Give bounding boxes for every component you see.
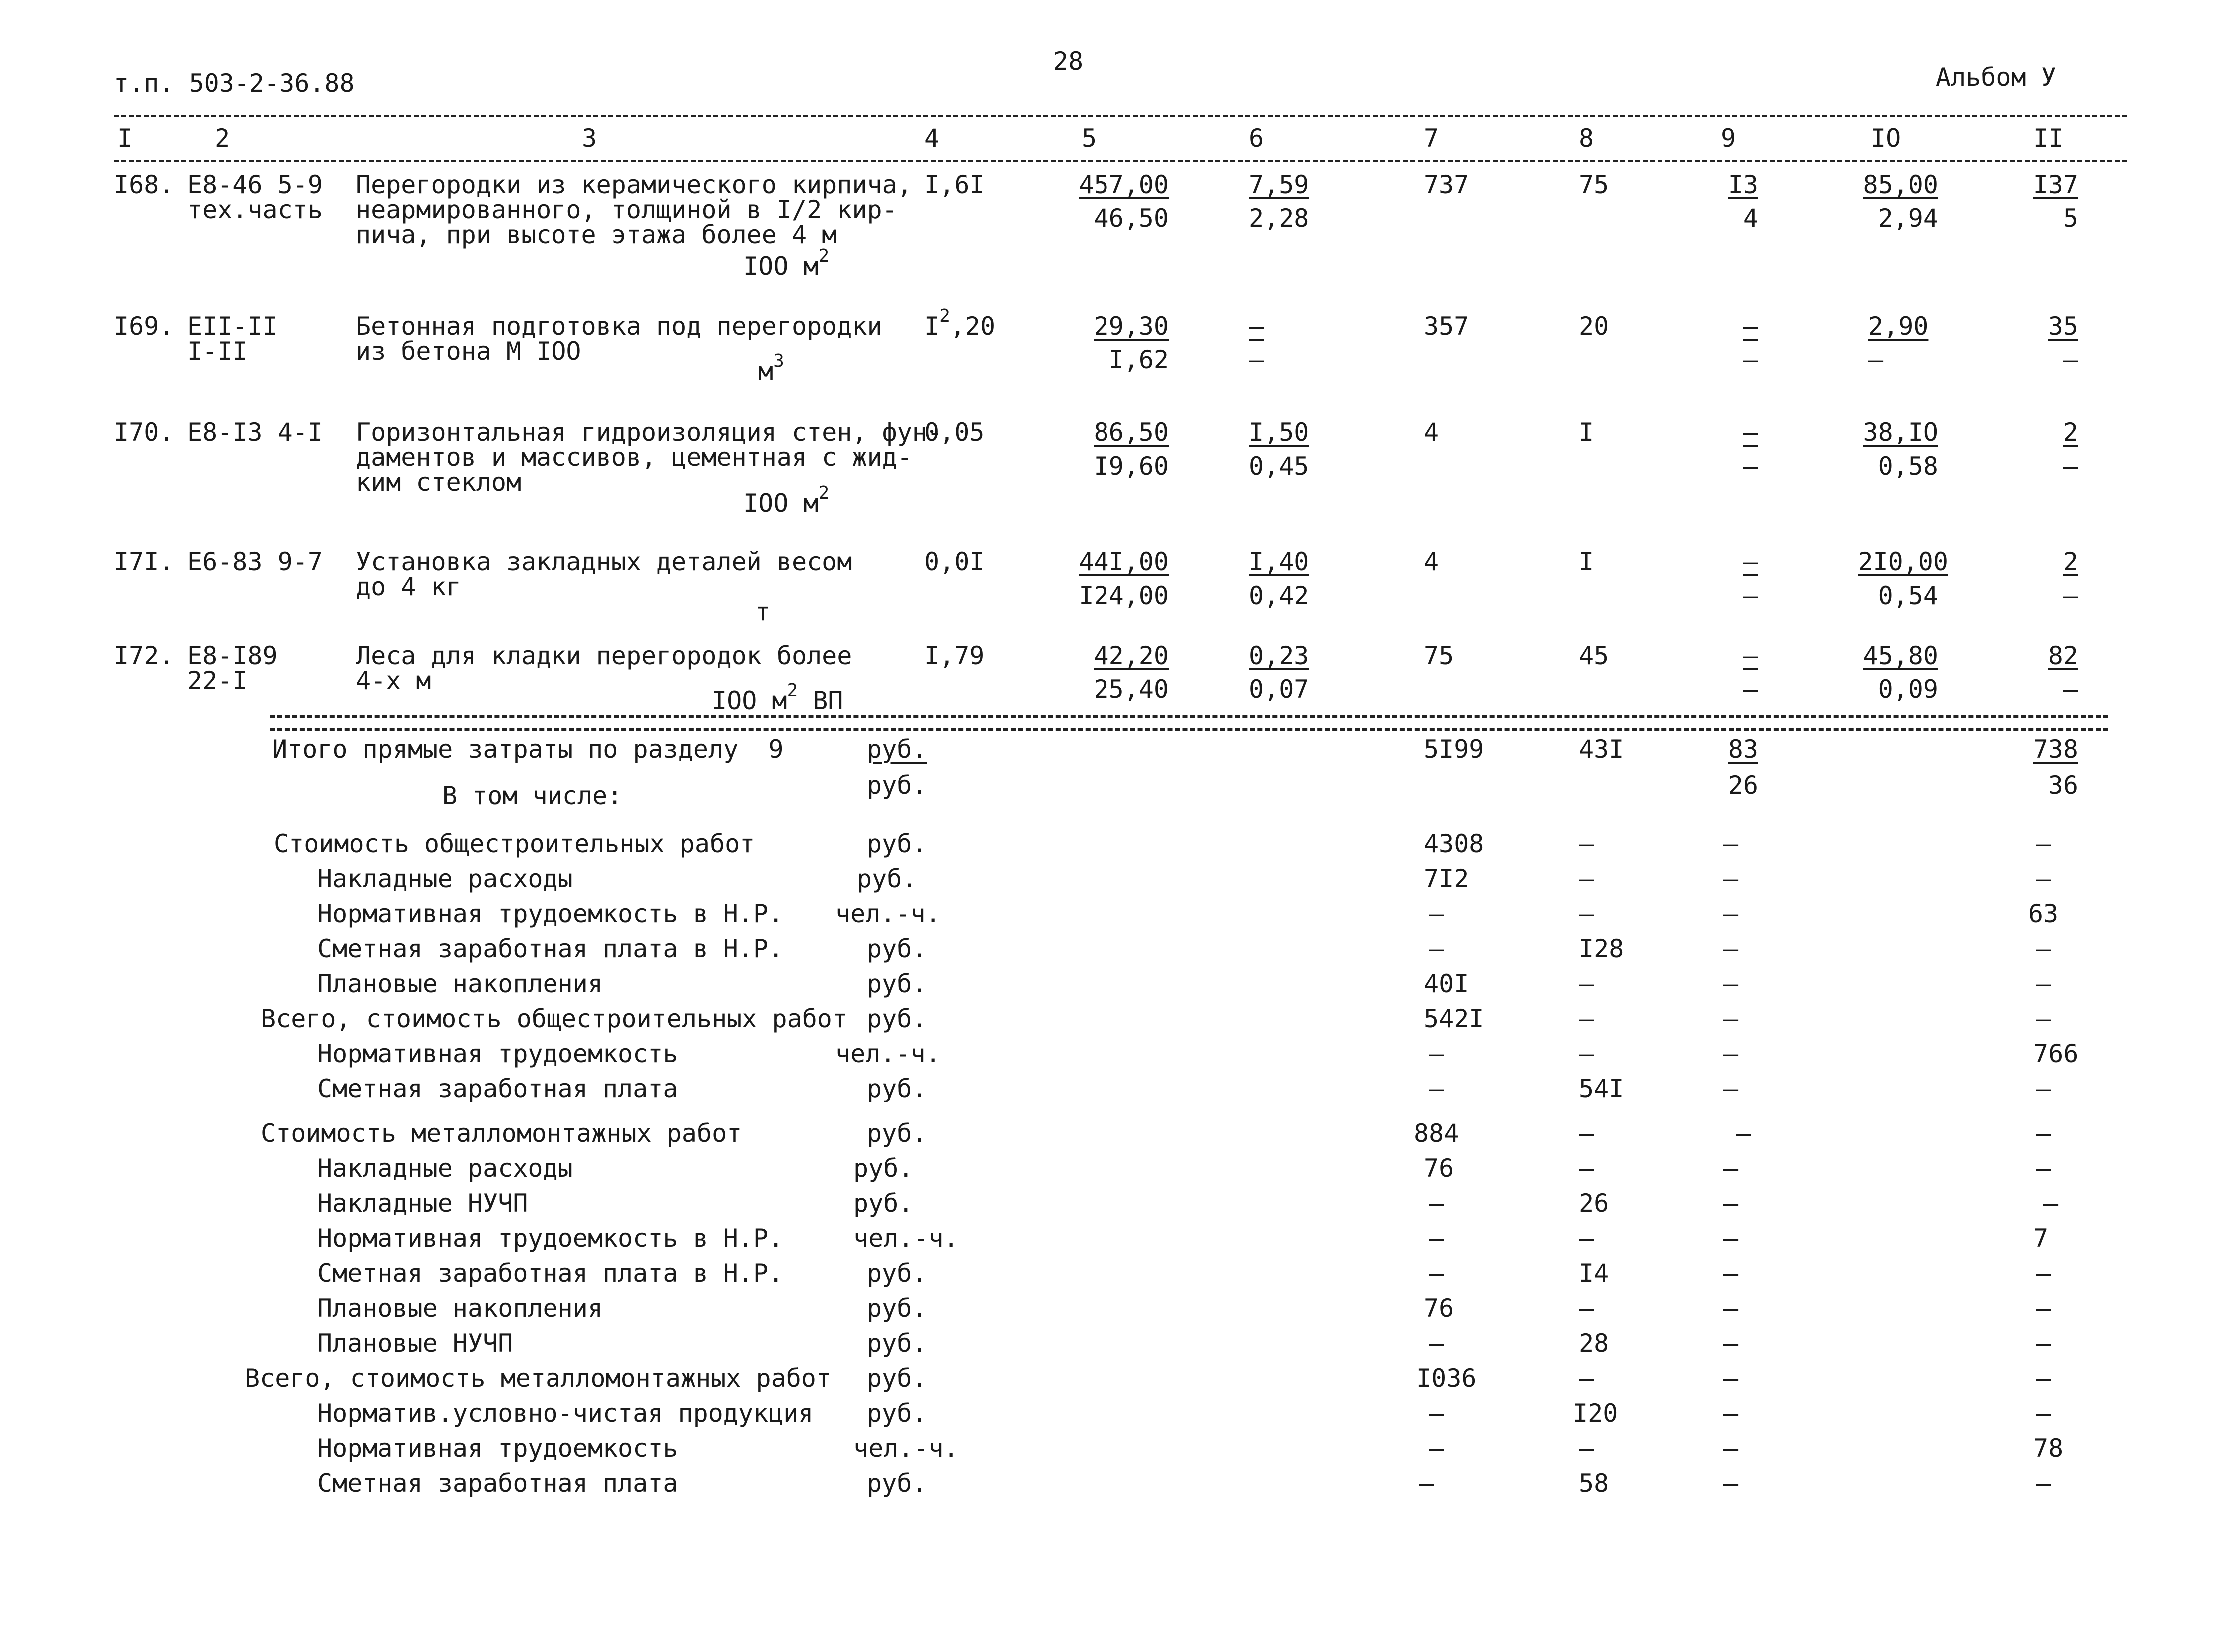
summary-col7: 76 <box>1424 1294 1454 1323</box>
col6-top: 0,23 <box>1249 641 1309 670</box>
col9-top: I3 <box>1728 170 1758 199</box>
col10-bottom: 0,09 <box>1878 675 1938 704</box>
col-header-2: 2 <box>215 124 230 153</box>
summary-col8: 43I <box>1579 735 1624 764</box>
col11-bottom: – <box>2063 581 2078 610</box>
summary-col8: – <box>1578 1004 1594 1033</box>
summary-col7: 884 <box>1414 1119 1459 1148</box>
header-bottom-rule <box>114 160 2127 162</box>
summary-col9: – <box>1723 1329 1739 1358</box>
summary-col7: – <box>1428 934 1444 963</box>
col-header-7: 7 <box>1424 124 1439 153</box>
col5-top: 457,00 <box>1079 170 1169 199</box>
summary-unit: руб. <box>867 1259 927 1288</box>
col9-top: – <box>1743 548 1758 576</box>
summary-label: Нормативная трудоемкость в Н.Р. <box>317 899 784 928</box>
col11-bottom: – <box>2063 452 2078 481</box>
summary-col11-bottom: 36 <box>2048 771 2078 800</box>
summary-col8: 26 <box>1579 1189 1609 1218</box>
summary-col8: – <box>1578 1119 1594 1148</box>
rate-code: Е6-83 9-7 <box>187 548 323 576</box>
summary-col9: – <box>1723 899 1739 928</box>
summary-col11: – <box>2035 934 2051 963</box>
col9-top: – <box>1743 641 1758 670</box>
summary-col8: I4 <box>1579 1259 1609 1288</box>
col5-top: 86,50 <box>1094 418 1169 447</box>
summary-label: Нормативная трудоемкость в Н.Р. <box>317 1224 784 1253</box>
summary-unit: руб. <box>867 1074 927 1103</box>
item-description: Леса для кладки перегородок более <box>356 641 852 670</box>
summary-label: В том числе: <box>442 781 623 810</box>
quantity: 0,05 <box>924 418 985 447</box>
col5-top: 29,30 <box>1094 312 1169 341</box>
unit-of-measure: т <box>755 597 771 626</box>
summary-col7: – <box>1428 1434 1444 1463</box>
summary-col11: – <box>2035 969 2051 998</box>
col6-bottom: 2,28 <box>1249 204 1309 233</box>
summary-label: Сметная заработная плата в Н.Р. <box>317 1259 784 1288</box>
summary-unit: чел.-ч. <box>853 1224 959 1253</box>
quantity: I,6I <box>924 170 985 199</box>
summary-label: Итого прямые затраты по разделу 9 <box>272 735 784 764</box>
summary-col8: I20 <box>1573 1399 1618 1428</box>
col6-top: – <box>1249 312 1264 341</box>
summary-col7: 40I <box>1424 969 1469 998</box>
summary-col11: – <box>2035 1469 2051 1498</box>
col5-bottom: 46,50 <box>1094 204 1169 233</box>
col-header-5: 5 <box>1082 124 1097 153</box>
summary-col11: 63 <box>2028 899 2059 928</box>
summary-col11: – <box>2035 829 2051 858</box>
summary-col9: – <box>1723 969 1739 998</box>
summary-unit: руб. <box>867 1329 927 1358</box>
col7-value: 357 <box>1424 312 1469 341</box>
item-description: Установка закладных деталей весом <box>356 548 852 576</box>
summary-label: Всего, стоимость металломонтажных работ <box>245 1364 831 1393</box>
summary-col11: – <box>2035 1004 2051 1033</box>
col-header-1: I <box>117 124 133 153</box>
rate-code: 22-I <box>187 666 248 695</box>
item-description: даментов и массивов, цементная с жид- <box>356 443 912 472</box>
summary-col8: – <box>1578 1039 1594 1068</box>
summary-col7: 4308 <box>1424 829 1484 858</box>
summary-col8: – <box>1578 899 1594 928</box>
summary-label: Норматив.условно-чистая продукция <box>317 1399 814 1428</box>
summary-col7: – <box>1428 1039 1444 1068</box>
quantity: I,79 <box>924 641 985 670</box>
summary-label: Стоимость металломонтажных работ <box>261 1119 742 1148</box>
col9-top: – <box>1743 418 1758 447</box>
summary-unit: руб. <box>867 1469 927 1498</box>
col10-bottom: 0,54 <box>1878 581 1938 610</box>
col8-value: I <box>1579 548 1594 576</box>
doc-code: т.п. 503-2-36.88 <box>114 69 355 98</box>
summary-col11: 7 <box>2033 1224 2049 1253</box>
summary-unit: руб. <box>867 829 927 858</box>
row-number: I70. <box>114 418 174 447</box>
col7-value: 737 <box>1424 170 1469 199</box>
summary-label: Сметная заработная плата <box>317 1469 678 1498</box>
summary-col11: – <box>2035 1294 2051 1323</box>
col-header-8: 8 <box>1579 124 1594 153</box>
section-rule <box>270 728 2108 731</box>
summary-col9: – <box>1723 1364 1739 1393</box>
col7-value: 4 <box>1424 418 1439 447</box>
summary-col8: – <box>1578 1154 1594 1183</box>
col9-bottom: – <box>1743 675 1758 704</box>
col5-bottom: 25,40 <box>1094 675 1169 704</box>
col10-bottom: 2,94 <box>1878 204 1938 233</box>
summary-unit: чел.-ч. <box>835 899 941 928</box>
summary-col11: – <box>2035 1329 2051 1358</box>
summary-unit: чел.-ч. <box>835 1039 941 1068</box>
summary-col11: – <box>2035 1364 2051 1393</box>
summary-label: Всего, стоимость общестроительных работ <box>261 1004 847 1033</box>
summary-col7: – <box>1428 1074 1444 1103</box>
summary-unit: руб. <box>867 1399 927 1428</box>
rate-code: тех.часть <box>187 195 323 224</box>
summary-unit: чел.-ч. <box>853 1434 959 1463</box>
row-number: I7I. <box>114 548 174 576</box>
col11-top: 35 <box>2048 312 2078 341</box>
summary-col7: – <box>1428 1224 1444 1253</box>
summary-label: Сметная заработная плата <box>317 1074 678 1103</box>
summary-col9: – <box>1723 1224 1739 1253</box>
col11-top: I37 <box>2033 170 2078 199</box>
summary-col7: 76 <box>1424 1154 1454 1183</box>
col5-bottom: I24,00 <box>1079 581 1169 610</box>
summary-col7: I036 <box>1416 1364 1477 1393</box>
summary-col7: 5I99 <box>1424 735 1484 764</box>
summary-col9: – <box>1723 1154 1739 1183</box>
summary-col11: – <box>2035 1154 2051 1183</box>
col6-bottom: – <box>1249 345 1264 374</box>
summary-label: Сметная заработная плата в Н.Р. <box>317 934 784 963</box>
col6-bottom: 0,42 <box>1249 581 1309 610</box>
col11-top: 82 <box>2048 641 2078 670</box>
summary-col8: – <box>1578 1434 1594 1463</box>
quantity: 0,0I <box>924 548 985 576</box>
rate-code: I-II <box>187 337 248 366</box>
rate-code: Е8-I89 <box>187 641 278 670</box>
summary-unit: руб. <box>867 735 927 764</box>
unit-of-measure: $м^3$ <box>758 351 784 386</box>
col6-top: I,50 <box>1249 418 1309 447</box>
item-description: до 4 кг <box>356 572 461 601</box>
col7-value: 4 <box>1424 548 1439 576</box>
summary-col11: – <box>2035 864 2051 893</box>
col9-bottom: – <box>1743 581 1758 610</box>
summary-label: Нормативная трудоемкость <box>317 1434 678 1463</box>
col8-value: 45 <box>1579 641 1609 670</box>
rate-code: ЕII-II <box>187 312 278 341</box>
summary-col9: – <box>1723 1294 1739 1323</box>
summary-label: Плановые накопления <box>317 1294 603 1323</box>
col11-top: 2 <box>2063 418 2078 447</box>
col-header-3: 3 <box>582 124 597 153</box>
item-description: пича, при высоте этажа более 4 м <box>356 220 837 249</box>
col10-top: 2I0,00 <box>1858 548 1948 576</box>
summary-col9: – <box>1723 1469 1739 1498</box>
summary-col11: – <box>2043 1189 2059 1218</box>
summary-col7: – <box>1428 1329 1444 1358</box>
summary-col9: – <box>1723 864 1739 893</box>
summary-col8: – <box>1578 829 1594 858</box>
summary-col9: – <box>1723 1434 1739 1463</box>
summary-col9-bottom: 26 <box>1728 771 1758 800</box>
col-header-11: II <box>2033 124 2064 153</box>
summary-col8: – <box>1578 1364 1594 1393</box>
col10-top: 45,80 <box>1863 641 1938 670</box>
summary-unit: руб. <box>857 864 917 893</box>
col5-top: 42,20 <box>1094 641 1169 670</box>
summary-unit: руб. <box>853 1154 914 1183</box>
summary-unit: руб. <box>867 1294 927 1323</box>
col-header-6: 6 <box>1249 124 1264 153</box>
summary-col11: – <box>2035 1074 2051 1103</box>
col-header-10: IO <box>1871 124 1901 153</box>
summary-col7: 542I <box>1424 1004 1484 1033</box>
col6-top: I,40 <box>1249 548 1309 576</box>
col5-bottom: I9,60 <box>1094 452 1169 481</box>
summary-label: Накладные расходы <box>317 1154 573 1183</box>
summary-col7: – <box>1428 1189 1444 1218</box>
summary-col8: – <box>1578 864 1594 893</box>
col10-bottom: 0,58 <box>1878 452 1938 481</box>
col10-top: 85,00 <box>1863 170 1938 199</box>
summary-col8: – <box>1578 1294 1594 1323</box>
summary-col9: – <box>1723 934 1739 963</box>
item-description: Горизонтальная гидроизоляция стен, фун- <box>356 418 942 447</box>
rate-code: Е8-I3 4-I <box>187 418 323 447</box>
summary-col8: – <box>1578 969 1594 998</box>
summary-unit: руб. <box>867 1119 927 1148</box>
col6-top: 7,59 <box>1249 170 1309 199</box>
row-number: I69. <box>114 312 174 341</box>
summary-col7: – <box>1428 1399 1444 1428</box>
summary-col9: – <box>1723 1399 1739 1428</box>
summary-col7: – <box>1428 899 1444 928</box>
col5-bottom: I,62 <box>1108 345 1169 374</box>
summary-col7: – <box>1428 1259 1444 1288</box>
col6-bottom: 0,07 <box>1249 675 1309 704</box>
item-description: Бетонная подготовка под перегородки <box>356 312 882 341</box>
rate-code: Е8-46 5-9 <box>187 170 323 199</box>
summary-unit: руб. <box>867 1364 927 1393</box>
summary-col8: I28 <box>1579 934 1624 963</box>
col-header-9: 9 <box>1721 124 1736 153</box>
col10-top: 2,90 <box>1868 312 1929 341</box>
col9-bottom: 4 <box>1743 204 1758 233</box>
item-description: ким стеклом <box>356 468 522 497</box>
col8-value: I <box>1579 418 1594 447</box>
unit-of-measure: IOO $м^2$ <box>743 246 830 281</box>
album-label: Альбом У <box>1936 63 2056 92</box>
summary-col11-top: 738 <box>2033 735 2078 764</box>
summary-unit: руб. <box>867 1004 927 1033</box>
summary-label: Стоимость общестроительных работ <box>274 829 755 858</box>
row-number: I68. <box>114 170 174 199</box>
col7-value: 75 <box>1424 641 1454 670</box>
summary-col7: 7I2 <box>1424 864 1469 893</box>
summary-col8: – <box>1578 1224 1594 1253</box>
summary-col7: – <box>1418 1469 1434 1498</box>
item-description: 4-х м <box>356 666 431 695</box>
col10-bottom: – <box>1868 345 1884 374</box>
item-description: из бетона М IOO <box>356 337 581 366</box>
quantity: $I^2,20$ <box>924 306 996 341</box>
summary-label: Плановые НУЧП <box>317 1329 513 1358</box>
summary-col8: 58 <box>1579 1469 1609 1498</box>
col11-bottom: – <box>2063 345 2078 374</box>
summary-col9: – <box>1723 1039 1739 1068</box>
col8-value: 20 <box>1579 312 1609 341</box>
col-header-4: 4 <box>924 124 940 153</box>
row-number: I72. <box>114 641 174 670</box>
summary-unit: руб. <box>853 1189 914 1218</box>
summary-col11: 78 <box>2033 1434 2064 1463</box>
summary-col8: 28 <box>1579 1329 1609 1358</box>
header-top-rule <box>114 115 2127 117</box>
summary-unit: руб. <box>867 969 927 998</box>
summary-col11: – <box>2035 1119 2051 1148</box>
summary-col8: 54I <box>1579 1074 1624 1103</box>
section-rule <box>270 715 2108 718</box>
summary-col9: – <box>1723 1189 1739 1218</box>
summary-col9: – <box>1723 1074 1739 1103</box>
summary-col11: 766 <box>2033 1039 2079 1068</box>
col11-top: 2 <box>2063 548 2078 576</box>
summary-label: Накладные расходы <box>317 864 573 893</box>
col9-bottom: – <box>1743 345 1758 374</box>
unit-of-measure: IOO $м^2$ <box>743 483 830 518</box>
summary-label: Накладные НУЧП <box>317 1189 528 1218</box>
item-description: неармированного, толщиной в I/2 кир- <box>356 195 897 224</box>
col9-top: – <box>1743 312 1758 341</box>
summary-label: Плановые накопления <box>317 969 603 998</box>
page-number: 28 <box>1053 47 1084 76</box>
summary-col9: – <box>1735 1119 1751 1148</box>
summary-col9: – <box>1723 1004 1739 1033</box>
summary-col9: – <box>1723 1259 1739 1288</box>
col5-top: 44I,00 <box>1079 548 1169 576</box>
summary-col9-top: 83 <box>1728 735 1758 764</box>
col10-top: 38,IO <box>1863 418 1938 447</box>
col9-bottom: – <box>1743 452 1758 481</box>
unit-of-measure: IOO $м^2$ ВП <box>712 680 843 715</box>
col8-value: 75 <box>1579 170 1609 199</box>
summary-col11: – <box>2035 1399 2051 1428</box>
summary-unit: руб. <box>867 934 927 963</box>
col11-bottom: – <box>2063 675 2078 704</box>
item-description: Перегородки из керамического кирпича, <box>356 170 912 199</box>
col6-bottom: 0,45 <box>1249 452 1309 481</box>
summary-col11: – <box>2035 1259 2051 1288</box>
col11-bottom: 5 <box>2063 204 2078 233</box>
summary-unit: руб. <box>867 771 927 800</box>
summary-label: Нормативная трудоемкость <box>317 1039 678 1068</box>
summary-col9: – <box>1723 829 1739 858</box>
